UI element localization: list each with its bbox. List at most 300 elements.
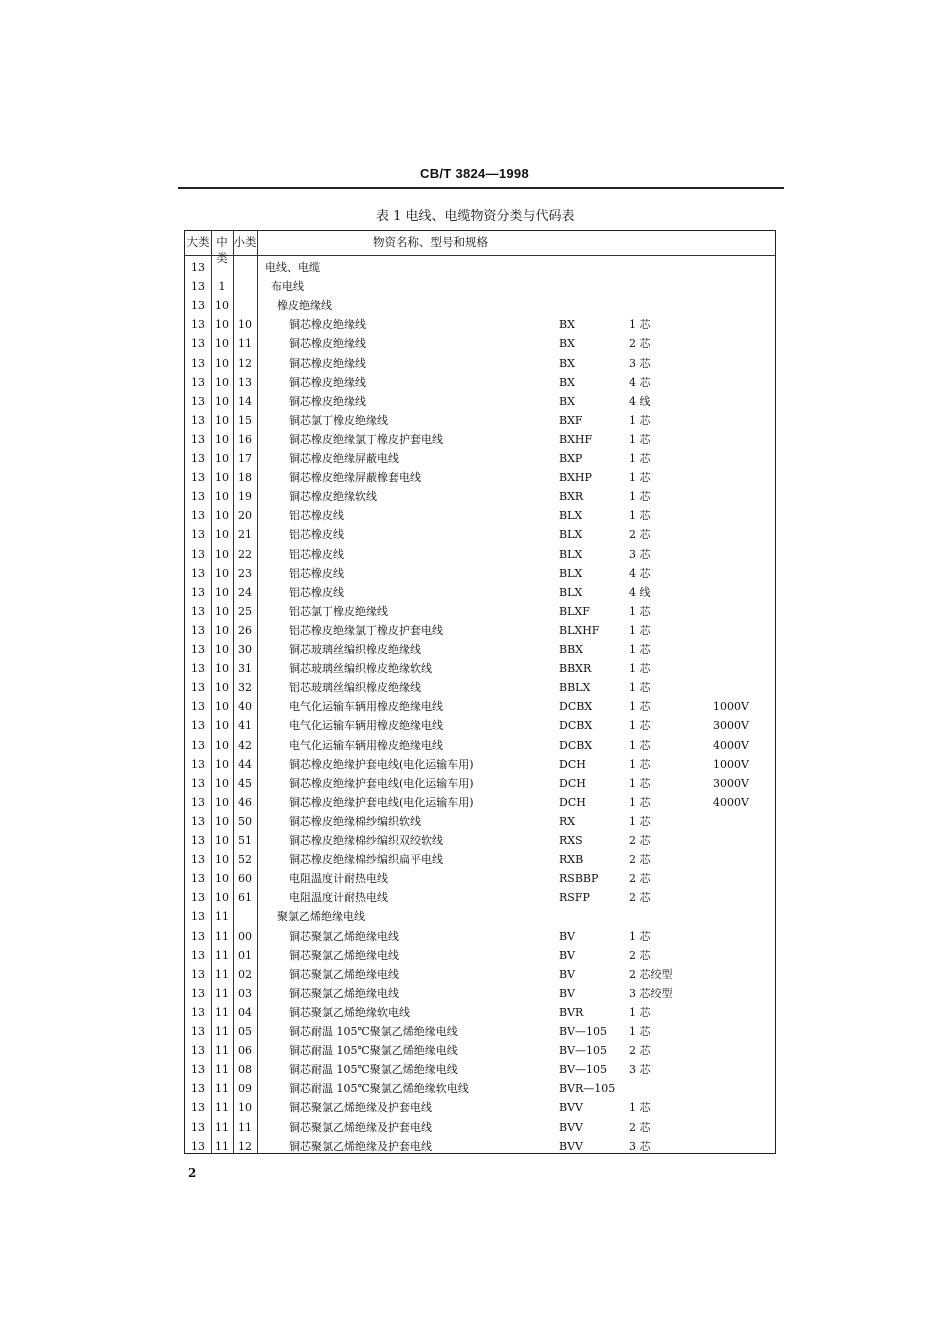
table-row [185,430,775,449]
table-row [185,468,775,487]
item-spec: 2 芯 [629,948,651,962]
medium-code: 11 [215,1025,229,1038]
item-spec: 1 芯 [629,1101,651,1115]
medium-code: 11 [215,929,229,943]
item-name: 铜芯聚氯乙烯绝缘软电线 [289,1005,410,1019]
item-name: 铜芯橡皮绝缘屏蔽橡套电线 [289,471,421,485]
item-spec: 1 芯 [629,929,651,943]
item-spec: 1 芯 [629,452,651,465]
item-model: BBLX [559,681,591,695]
item-name: 铜芯聚氯乙烯绝缘电线 [289,929,399,943]
major-code: 13 [191,261,205,274]
item-model: BVR [559,1005,584,1019]
minor-code: 32 [238,681,252,695]
medium-code: 10 [215,375,229,389]
minor-code: 52 [238,853,252,867]
medium-code: 10 [215,585,229,599]
table-row [185,1137,775,1156]
major-code: 13 [191,1120,205,1134]
item-model: BLX [559,509,583,523]
minor-code: 46 [238,795,252,809]
minor-code: 61 [238,891,252,905]
major-code: 13 [191,452,205,465]
item-model: BX [559,337,575,351]
minor-code: 10 [238,1101,252,1115]
minor-code: 40 [238,700,252,714]
item-spec: 2 芯 [629,1044,651,1058]
minor-code: 22 [238,547,252,561]
table-row [185,277,775,296]
item-model: BLXHF [559,623,600,637]
minor-code: 08 [238,1063,252,1077]
minor-code: 45 [238,776,252,790]
major-code: 13 [191,986,205,1000]
medium-code: 10 [215,604,229,618]
item-model: BXP [559,452,583,465]
medium-code: 10 [215,356,229,370]
item-name: 电阻温度计耐热电线 [289,872,388,886]
table-row [185,678,775,697]
item-name: 铜芯橡皮绝缘线 [289,394,366,408]
item-spec: 4 线 [629,394,651,408]
item-name: 铜芯橡皮绝缘线 [289,375,366,389]
table-row [185,621,775,640]
item-name: 铜芯聚氯乙烯绝缘电线 [289,967,399,981]
table-row [185,1003,775,1022]
table-row [185,583,775,602]
major-code: 13 [191,623,205,637]
item-name: 橡皮绝缘线 [277,299,332,313]
minor-code: 10 [238,318,252,332]
item-model: BV [559,929,576,943]
item-name: 铜芯聚氯乙烯绝缘及护套电线 [289,1139,432,1153]
item-spec: 1 芯 [629,1005,651,1019]
item-name: 电气化运输车辆用橡皮绝缘电线 [289,700,443,714]
medium-code: 11 [215,910,229,924]
table-row [185,373,775,392]
table-row [185,1079,775,1098]
item-name: 铜芯橡皮绝缘护套电线(电化运输车用) [289,795,474,809]
major-code: 13 [191,795,205,809]
medium-code: 10 [215,643,229,656]
table-row [185,296,775,315]
medium-code: 11 [215,1101,229,1115]
item-name: 电阻温度计耐热电线 [289,891,388,905]
item-voltage: 1000V [713,757,749,771]
item-model: RSBBP [559,872,599,886]
major-code: 13 [191,490,205,504]
medium-code: 11 [215,948,229,962]
item-name: 铝芯橡皮线 [289,585,344,599]
item-name: 铜芯橡皮绝缘棉纱编织软线 [289,814,421,828]
table-row [185,697,775,716]
item-name: 铜芯玻璃丝编织橡皮绝缘线 [289,643,421,656]
major-code: 13 [191,853,205,867]
item-name: 铜芯橡皮绝缘屏蔽电线 [289,452,399,465]
medium-code: 10 [215,738,229,752]
table-row [185,984,775,1003]
medium-code: 10 [215,299,229,313]
major-code: 13 [191,738,205,752]
col-header-major: 大类 [186,235,210,249]
item-model: BLX [559,528,583,542]
medium-code: 10 [215,757,229,771]
item-model: BBXR [559,662,592,676]
medium-code: 10 [215,776,229,790]
medium-code: 10 [215,394,229,408]
item-model: BLX [559,585,583,599]
major-code: 13 [191,776,205,790]
minor-code: 50 [238,814,252,828]
item-spec: 1 芯 [629,814,651,828]
major-code: 13 [191,394,205,408]
medium-code: 11 [215,1044,229,1058]
medium-code: 10 [215,795,229,809]
item-model: BXHF [559,432,593,446]
major-code: 13 [191,910,205,924]
table-row [185,793,775,812]
major-code: 13 [191,834,205,847]
minor-code: 21 [238,528,252,542]
medium-code: 10 [215,700,229,714]
item-name: 铜芯聚氯乙烯绝缘及护套电线 [289,1101,432,1115]
item-spec: 1 芯 [629,471,651,485]
item-spec: 2 芯 [629,337,651,351]
minor-code: 03 [238,986,252,1000]
item-spec: 1 芯 [629,681,651,695]
medium-code: 10 [215,853,229,867]
minor-code: 20 [238,509,252,523]
item-spec: 3 芯 [629,1139,651,1153]
table-row [185,907,775,926]
medium-code: 10 [215,490,229,504]
item-model: RSFP [559,891,590,905]
major-code: 13 [191,643,205,656]
table-row [185,487,775,506]
table-row [185,1060,775,1079]
medium-code: 10 [215,662,229,676]
major-code: 13 [191,719,205,733]
item-spec: 1 芯 [629,509,651,523]
item-model: DCH [559,795,586,809]
table-row [185,411,775,430]
major-code: 13 [191,662,205,676]
item-spec: 3 芯 [629,547,651,561]
major-code: 13 [191,757,205,771]
header-divider [185,255,775,256]
item-voltage: 4000V [713,795,749,809]
item-spec: 1 芯 [629,719,651,733]
item-name: 铜芯聚氯乙烯绝缘电线 [289,948,399,962]
item-spec: 1 芯 [629,432,651,446]
major-code: 13 [191,585,205,599]
item-name: 铜芯氯丁橡皮绝缘线 [289,413,388,427]
item-model: BX [559,375,575,389]
medium-code: 1 [218,280,226,294]
minor-code: 12 [238,356,252,370]
major-code: 13 [191,891,205,905]
item-name: 铝芯橡皮线 [289,566,344,580]
item-model: BV—105 [559,1025,608,1038]
item-spec: 1 芯 [629,1025,651,1038]
minor-code: 13 [238,375,252,389]
item-model: DCH [559,776,586,790]
item-model: DCBX [559,738,593,752]
item-model: RX [559,814,576,828]
item-name: 铜芯橡皮绝缘线 [289,356,366,370]
item-spec: 2 芯 [629,891,651,905]
medium-code: 10 [215,719,229,733]
item-name: 铜芯耐温 105℃聚氯乙烯绝缘软电线 [289,1082,469,1096]
item-model: RXB [559,853,584,867]
item-voltage: 4000V [713,738,749,752]
item-model: RXS [559,834,583,847]
medium-code: 10 [215,891,229,905]
item-spec: 1 芯 [629,795,651,809]
item-spec: 1 芯 [629,776,651,790]
classification-table [184,230,776,1154]
table-row [185,449,775,468]
item-name: 铜芯橡皮绝缘线 [289,318,366,332]
minor-code: 17 [238,452,252,465]
col-header-minor: 小类 [233,235,257,249]
minor-code: 18 [238,471,252,485]
major-code: 13 [191,280,205,294]
item-name: 铝芯橡皮线 [289,528,344,542]
minor-code: 11 [238,1120,252,1134]
table-row [185,774,775,793]
item-name: 铝芯橡皮线 [289,547,344,561]
page-number: 2 [188,1166,197,1180]
major-code: 13 [191,681,205,695]
item-spec: 4 芯 [629,566,651,580]
item-spec: 1 芯 [629,413,651,427]
medium-code: 10 [215,337,229,351]
item-name: 铜芯耐温 105℃聚氯乙烯绝缘电线 [289,1025,458,1038]
minor-code: 24 [238,585,252,599]
item-model: BBX [559,643,583,656]
minor-code: 11 [238,337,252,351]
table-row [185,927,775,946]
item-name: 铜芯玻璃丝编织橡皮绝缘软线 [289,662,432,676]
major-code: 13 [191,1005,205,1019]
table-row [185,334,775,353]
table-title: 表 1 电线、电缆物资分类与代码表 [376,209,575,224]
item-spec: 1 芯 [629,738,651,752]
table-row [185,1022,775,1041]
table-row [185,1098,775,1117]
item-name: 铜芯橡皮绝缘氯丁橡皮护套电线 [289,432,443,446]
item-spec: 1 芯 [629,643,651,656]
minor-code: 14 [238,394,252,408]
col-header-description: 物资名称、型号和规格 [373,235,488,249]
major-code: 13 [191,948,205,962]
table-row [185,392,775,411]
item-spec: 2 芯 [629,528,651,542]
medium-code: 10 [215,834,229,847]
table-row [185,602,775,621]
item-name: 电气化运输车辆用橡皮绝缘电线 [289,738,443,752]
medium-code: 10 [215,318,229,332]
major-code: 13 [191,337,205,351]
minor-code: 23 [238,566,252,580]
table-row [185,1041,775,1060]
medium-code: 10 [215,509,229,523]
table-row [185,755,775,774]
item-spec: 3 芯绞型 [629,986,673,1000]
item-voltage: 1000V [713,700,749,714]
table-row [185,1118,775,1137]
item-model: BV [559,967,576,981]
table-row [185,965,775,984]
major-code: 13 [191,566,205,580]
major-code: 13 [191,1082,205,1096]
major-code: 13 [191,375,205,389]
item-model: DCBX [559,700,593,714]
item-model: BVV [559,1101,583,1115]
item-spec: 2 芯绞型 [629,967,673,981]
item-name: 电线、电缆 [265,261,320,274]
table-row [185,716,775,735]
item-spec: 4 芯 [629,375,651,389]
medium-code: 10 [215,547,229,561]
minor-code: 09 [238,1082,252,1096]
medium-code: 10 [215,452,229,465]
medium-code: 11 [215,1082,229,1096]
table-row [185,831,775,850]
table-row [185,812,775,831]
item-name: 布电线 [271,280,304,294]
major-code: 13 [191,471,205,485]
medium-code: 11 [215,967,229,981]
minor-code: 41 [238,719,252,733]
major-code: 13 [191,528,205,542]
major-code: 13 [191,700,205,714]
table-row [185,640,775,659]
minor-code: 01 [238,948,252,962]
table-row [185,506,775,525]
item-model: BV [559,986,576,1000]
table-row [185,354,775,373]
major-code: 13 [191,1063,205,1077]
major-code: 13 [191,356,205,370]
item-model: BLX [559,547,583,561]
item-name: 电气化运输车辆用橡皮绝缘电线 [289,719,443,733]
item-name: 铝芯玻璃丝编织橡皮绝缘线 [289,681,421,695]
item-voltage: 3000V [713,719,749,733]
item-model: BXR [559,490,584,504]
medium-code: 10 [215,413,229,427]
item-spec: 1 芯 [629,757,651,771]
major-code: 13 [191,967,205,981]
minor-code: 06 [238,1044,252,1058]
item-spec: 1 芯 [629,318,651,332]
medium-code: 11 [215,1120,229,1134]
item-spec: 1 芯 [629,604,651,618]
item-name: 铜芯耐温 105℃聚氯乙烯绝缘电线 [289,1063,458,1077]
table-row [185,315,775,334]
major-code: 13 [191,547,205,561]
medium-code: 10 [215,623,229,637]
item-name: 铝芯氯丁橡皮绝缘线 [289,604,388,618]
item-name: 铜芯橡皮绝缘线 [289,337,366,351]
item-spec: 2 芯 [629,834,651,847]
table-row [185,869,775,888]
minor-code: 02 [238,967,252,981]
item-spec: 2 芯 [629,872,651,886]
medium-code: 10 [215,872,229,886]
table-row [185,946,775,965]
item-name: 铜芯橡皮绝缘软线 [289,490,377,504]
medium-code: 10 [215,681,229,695]
medium-code: 10 [215,471,229,485]
minor-code: 15 [238,413,252,427]
minor-code: 51 [238,834,252,847]
medium-code: 10 [215,528,229,542]
standard-header: CB/T 3824—1998 [420,166,529,181]
item-model: BVV [559,1139,583,1153]
item-spec: 3 芯 [629,356,651,370]
header-rule [178,187,784,189]
table-row [185,545,775,564]
minor-code: 30 [238,643,252,656]
major-code: 13 [191,929,205,943]
table-row [185,659,775,678]
major-code: 13 [191,1044,205,1058]
item-name: 聚氯乙烯绝缘电线 [277,910,365,924]
item-name: 铜芯聚氯乙烯绝缘电线 [289,986,399,1000]
minor-code: 26 [238,623,252,637]
minor-code: 42 [238,738,252,752]
item-spec: 2 芯 [629,1120,651,1134]
major-code: 13 [191,432,205,446]
item-model: DCH [559,757,586,771]
item-name: 铜芯橡皮绝缘棉纱编织双绞软线 [289,834,443,847]
minor-code: 05 [238,1025,252,1038]
item-name: 铝芯橡皮绝缘氯丁橡皮护套电线 [289,623,443,637]
item-spec: 1 芯 [629,623,651,637]
table-row [185,888,775,907]
major-code: 13 [191,1139,205,1153]
minor-code: 12 [238,1139,252,1153]
item-name: 铜芯耐温 105℃聚氯乙烯绝缘电线 [289,1044,458,1058]
table-row [185,564,775,583]
minor-code: 04 [238,1005,252,1019]
col-header-medium: 中类 [216,235,228,265]
minor-code: 19 [238,490,252,504]
item-model: DCBX [559,719,593,733]
item-spec: 1 芯 [629,490,651,504]
item-model: BV—105 [559,1044,608,1058]
item-model: BXHP [559,471,592,485]
medium-code: 11 [215,1063,229,1077]
table-row [185,525,775,544]
medium-code: 10 [215,566,229,580]
medium-code: 11 [215,986,229,1000]
table-row [185,850,775,869]
item-spec: 1 芯 [629,700,651,714]
minor-code: 16 [238,432,252,446]
major-code: 13 [191,299,205,313]
item-model: BX [559,356,575,370]
major-code: 13 [191,604,205,618]
item-spec: 3 芯 [629,1063,651,1077]
major-code: 13 [191,872,205,886]
item-model: BX [559,394,575,408]
item-spec: 1 芯 [629,662,651,676]
major-code: 13 [191,1025,205,1038]
item-spec: 4 线 [629,585,651,599]
